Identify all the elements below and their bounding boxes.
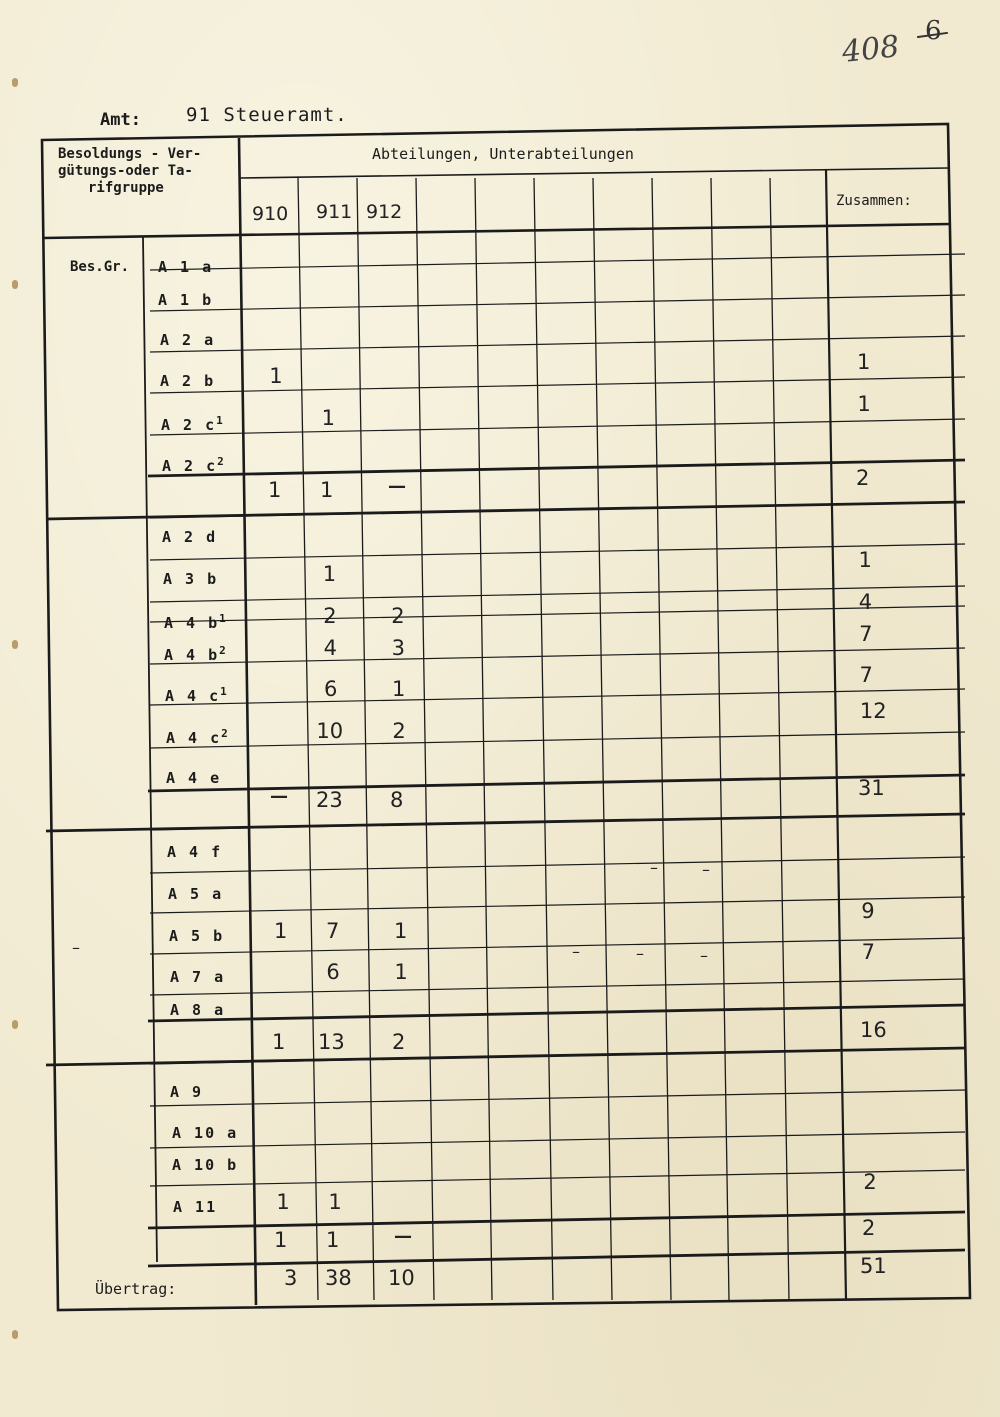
cell-value: 1 xyxy=(394,960,408,984)
row-total: 7 xyxy=(859,622,873,646)
cell-value: 2 xyxy=(391,604,405,628)
group-header-line: Besoldungs - Ver- xyxy=(58,146,202,162)
margin-dash: – xyxy=(72,938,80,957)
cell-value: 2 xyxy=(392,719,406,743)
group-label-superscript: 1 xyxy=(219,612,228,625)
group-label: A 5 a xyxy=(168,885,224,903)
group-label: A 11 xyxy=(173,1198,218,1216)
subtotal-value: 1 xyxy=(274,1228,288,1252)
subtotal-total: 16 xyxy=(860,1018,887,1042)
group-label: A 2 a xyxy=(160,331,216,349)
subtotal-rule xyxy=(148,1212,965,1228)
department-code-910: 910 xyxy=(252,203,289,225)
group-label: A 4 $c^1$ xyxy=(165,685,229,705)
group-label: A 4 e xyxy=(166,769,222,787)
group-label: A 1 b xyxy=(158,291,214,309)
total-column-header: Zusammen: xyxy=(836,193,912,209)
cell-value: 1 xyxy=(392,677,406,701)
row-total: 1 xyxy=(858,548,872,572)
cell-value: 1 xyxy=(274,919,288,943)
cell-value: 4 xyxy=(323,636,337,660)
group-label: A 7 a xyxy=(170,968,226,986)
grid-row-line xyxy=(150,254,965,270)
carry-over-total: 51 xyxy=(860,1254,887,1278)
grid-row-line xyxy=(150,586,965,602)
stray-dash: – xyxy=(650,858,658,877)
group-label: A 1 a xyxy=(158,258,214,276)
page-number-annotation: 6 xyxy=(925,16,942,46)
grid-row-line xyxy=(150,857,965,873)
grid-row-line xyxy=(150,606,965,622)
cell-value: 3 xyxy=(391,636,405,660)
grid-row-line xyxy=(150,732,965,748)
row-total: 9 xyxy=(861,899,875,923)
group-label-superscript: 2 xyxy=(219,644,228,657)
group-label: A 2 $c^1$ xyxy=(161,414,225,434)
grid-row-line xyxy=(150,648,965,664)
subtotal-dash: — xyxy=(270,786,288,807)
cell-value: 6 xyxy=(324,677,338,701)
group-label-superscript: 2 xyxy=(217,455,226,468)
stray-dash: – xyxy=(700,946,708,965)
block-rule xyxy=(46,814,965,831)
cell-value: 1 xyxy=(394,919,408,943)
grid-column-line xyxy=(770,178,789,1300)
block-rule xyxy=(46,502,965,519)
group-header-line: gütungs-oder Ta- xyxy=(58,163,193,179)
group-label: A 4 $b^1$ xyxy=(164,612,228,632)
subtotal-value: 1 xyxy=(326,1228,340,1252)
office-value: 91 Steueramt. xyxy=(186,104,348,126)
grid-column-line xyxy=(711,178,729,1300)
cell-value: 1 xyxy=(321,406,335,430)
group-label: A 10 a xyxy=(172,1124,239,1142)
group-label: A 4 $b^2$ xyxy=(164,644,228,664)
group-label-superscript: 1 xyxy=(220,685,229,698)
department-code-912: 912 xyxy=(366,201,403,223)
grid-row-line xyxy=(150,938,965,954)
subtotal-rule xyxy=(148,460,965,476)
subtotal-total: 2 xyxy=(862,1216,876,1240)
subtotal-value: 8 xyxy=(390,788,404,812)
office-label: Amt: xyxy=(100,110,141,130)
subtotal-dash: — xyxy=(388,476,406,497)
group-label: A 5 b xyxy=(169,927,225,945)
carry-over-911: 38 xyxy=(325,1266,352,1290)
cell-value: 1 xyxy=(269,364,283,388)
subtotal-total: 31 xyxy=(858,776,885,800)
group-column-header xyxy=(58,146,201,197)
subtotal-value: 1 xyxy=(320,478,334,502)
grid-column-line xyxy=(534,178,553,1300)
grid-row-line xyxy=(150,897,965,913)
cell-value: 6 xyxy=(326,960,340,984)
group-label: A 3 b xyxy=(163,570,219,588)
group-label: A 2 $c^2$ xyxy=(162,455,226,475)
group-label: A 9 xyxy=(170,1083,204,1101)
carry-over-910: 3 xyxy=(284,1266,298,1290)
cell-value: 10 xyxy=(316,719,344,743)
subtotal-total: 2 xyxy=(856,466,870,490)
cell-value: 1 xyxy=(322,562,337,586)
grid-row-line xyxy=(150,979,965,995)
subtotal-value: 1 xyxy=(272,1030,286,1054)
group-label: A 2 b xyxy=(160,372,216,390)
grid-row-line xyxy=(150,336,965,352)
group-label: A 8 a xyxy=(170,1001,226,1019)
group-label-superscript: 2 xyxy=(221,727,230,740)
group-label: A 4 f xyxy=(167,843,223,861)
grid-row-line xyxy=(150,544,965,560)
subtotal-value: 13 xyxy=(318,1030,345,1054)
row-total: 12 xyxy=(859,699,887,723)
subtotal-value: 23 xyxy=(316,788,343,812)
grid-row-line xyxy=(150,689,965,705)
block-rule xyxy=(46,1048,965,1065)
stray-dash: – xyxy=(572,942,580,961)
grid-column-line xyxy=(475,178,492,1300)
subtotal-rule xyxy=(148,1005,965,1021)
subtotal-value: 2 xyxy=(392,1030,406,1054)
stray-dash: – xyxy=(636,944,644,963)
row-total: 2 xyxy=(863,1170,877,1194)
grid-column-line xyxy=(652,178,671,1300)
group-label: A 4 $c^2$ xyxy=(166,727,230,747)
group-label: A 10 b xyxy=(172,1156,239,1174)
departments-title: Abteilungen, Unterabteilungen xyxy=(372,145,634,163)
cell-value: 1 xyxy=(328,1190,342,1214)
row-total: 4 xyxy=(858,590,873,614)
cell-value: 1 xyxy=(276,1190,290,1214)
row-total: 1 xyxy=(857,392,871,416)
grid-column-line xyxy=(357,178,374,1300)
grid-column-line xyxy=(298,178,318,1300)
department-code-911: 911 xyxy=(316,201,353,223)
grid-row-line xyxy=(150,295,965,311)
grid-row-line xyxy=(150,419,965,435)
cell-value: 2 xyxy=(323,604,337,628)
cell-value: 7 xyxy=(326,919,340,943)
subtotal-value: 1 xyxy=(268,478,282,502)
row-total: 7 xyxy=(859,663,873,687)
subtotal-dash: — xyxy=(394,1226,412,1247)
archive-number-annotation: 408 xyxy=(840,29,901,70)
stray-dash: – xyxy=(702,860,710,879)
subtotal-rule xyxy=(148,1250,965,1266)
group-header-line: rifgruppe xyxy=(88,180,164,196)
carry-over-912: 10 xyxy=(388,1266,415,1290)
group-label: A 2 d xyxy=(162,528,218,546)
carry-over-label: Übertrag: xyxy=(95,1280,177,1298)
group-label-superscript: 1 xyxy=(216,414,225,427)
row-total: 1 xyxy=(857,350,871,374)
group-prefix: Bes.Gr. xyxy=(70,259,130,275)
row-total: 7 xyxy=(861,940,875,964)
